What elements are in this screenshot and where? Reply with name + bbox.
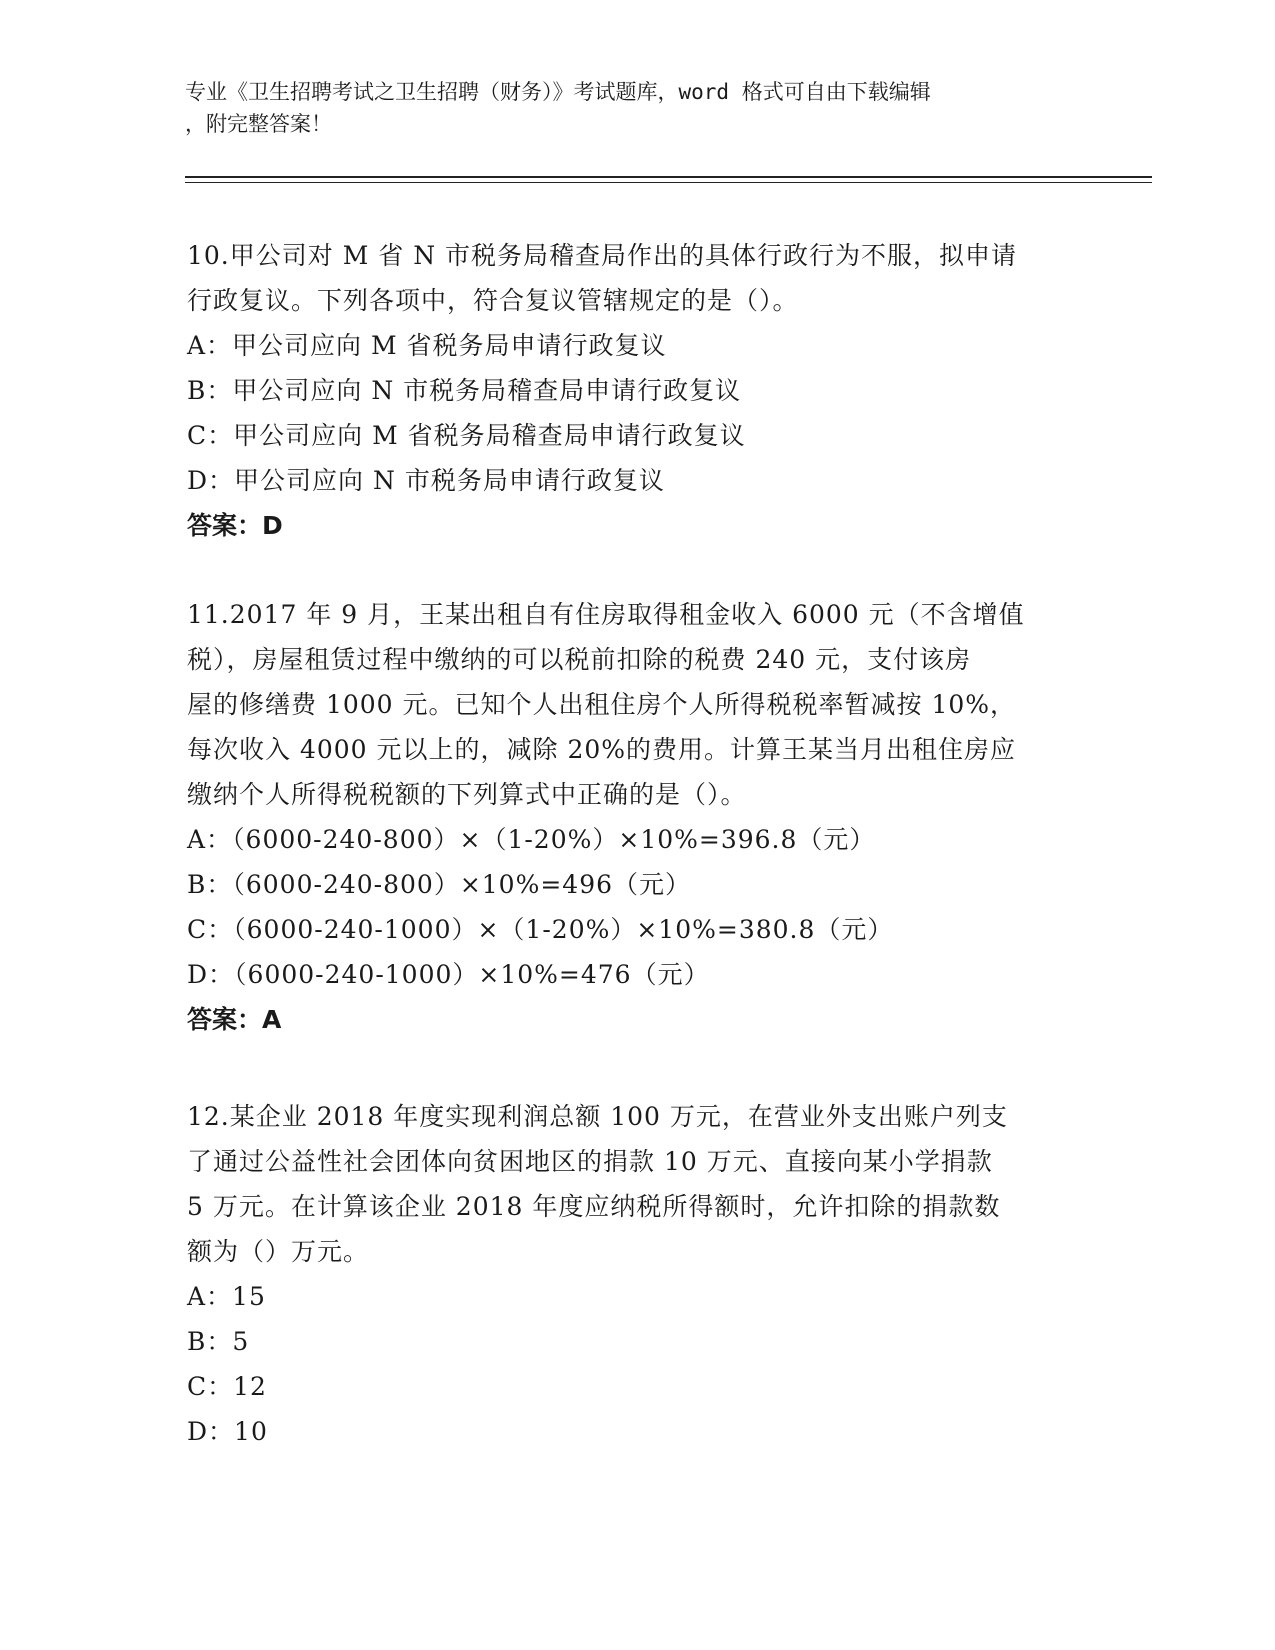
question-stem [187,1094,1087,1274]
answer-text: 答案：A [187,1005,282,1034]
option-d: D：甲公司应向 N 市税务局申请行政复议 [187,466,665,495]
stem-line: 税），房屋租赁过程中缴纳的可以税前扣除的税费 240 元，支付该房 [187,645,972,674]
stem-line: 12.某企业 2018 年度实现利润总额 100 万元，在营业外支出账户列支 [187,1102,1008,1131]
question-10 [187,233,1087,548]
stem-line: 5 万元。在计算该企业 2018 年度应纳税所得额时，允许扣除的捐款数 [187,1192,1001,1221]
stem-line: 每次收入 4000 元以上的，减除 20%的费用。计算王某当月出租住房应 [187,735,1017,764]
question-stem [187,233,1087,323]
option-c: C：（6000-240-1000）×（1-20%）×10%=380.8（元） [187,915,894,944]
option-a: A：（6000-240-800）×（1-20%）×10%=396.8（元） [187,825,876,854]
stem-line: 屋的修缮费 1000 元。已知个人出租住房个人所得税税率暂减按 10%， [187,690,1017,719]
answer-text: 答案：D [187,511,283,540]
stem-line: 行政复议。下列各项中，符合复议管辖规定的是（）。 [187,286,799,315]
question-stem [187,592,1087,817]
question-11 [187,592,1087,1042]
option-b: B：（6000-240-800）×10%=496（元） [187,870,692,899]
stem-line: 了通过公益性社会团体向贫困地区的捐款 10 万元、直接向某小学捐款 [187,1147,993,1176]
option-d: D：（6000-240-1000）×10%=476（元） [187,960,710,989]
option-a: A：甲公司应向 M 省税务局申请行政复议 [187,331,667,360]
header-rule-thick [185,176,1152,178]
stem-line: 11.2017 年 9 月，王某出租自有住房取得租金收入 6000 元（不含增值 [187,600,1025,629]
header-rule-thin [185,182,1152,183]
option-b: B：5 [187,1327,250,1356]
page-header [185,76,1065,140]
option-c: C：甲公司应向 M 省税务局稽查局申请行政复议 [187,421,746,450]
stem-line: 缴纳个人所得税税额的下列算式中正确的是（）。 [187,780,747,809]
option-d: D：10 [187,1417,268,1446]
stem-line: 额为（）万元。 [187,1237,370,1266]
header-line-2: ，附完整答案！ [185,112,332,136]
question-12 [187,1094,1087,1454]
option-b: B：甲公司应向 N 市税务局稽查局申请行政复议 [187,376,742,405]
stem-line: 10.甲公司对 M 省 N 市税务局稽查局作出的具体行政行为不服，拟申请 [187,241,1018,270]
option-a: A：15 [187,1282,266,1311]
header-line-1: 专业《卫生招聘考试之卫生招聘（财务）》考试题库，word 格式可自由下载编辑 [185,80,931,104]
option-c: C：12 [187,1372,267,1401]
